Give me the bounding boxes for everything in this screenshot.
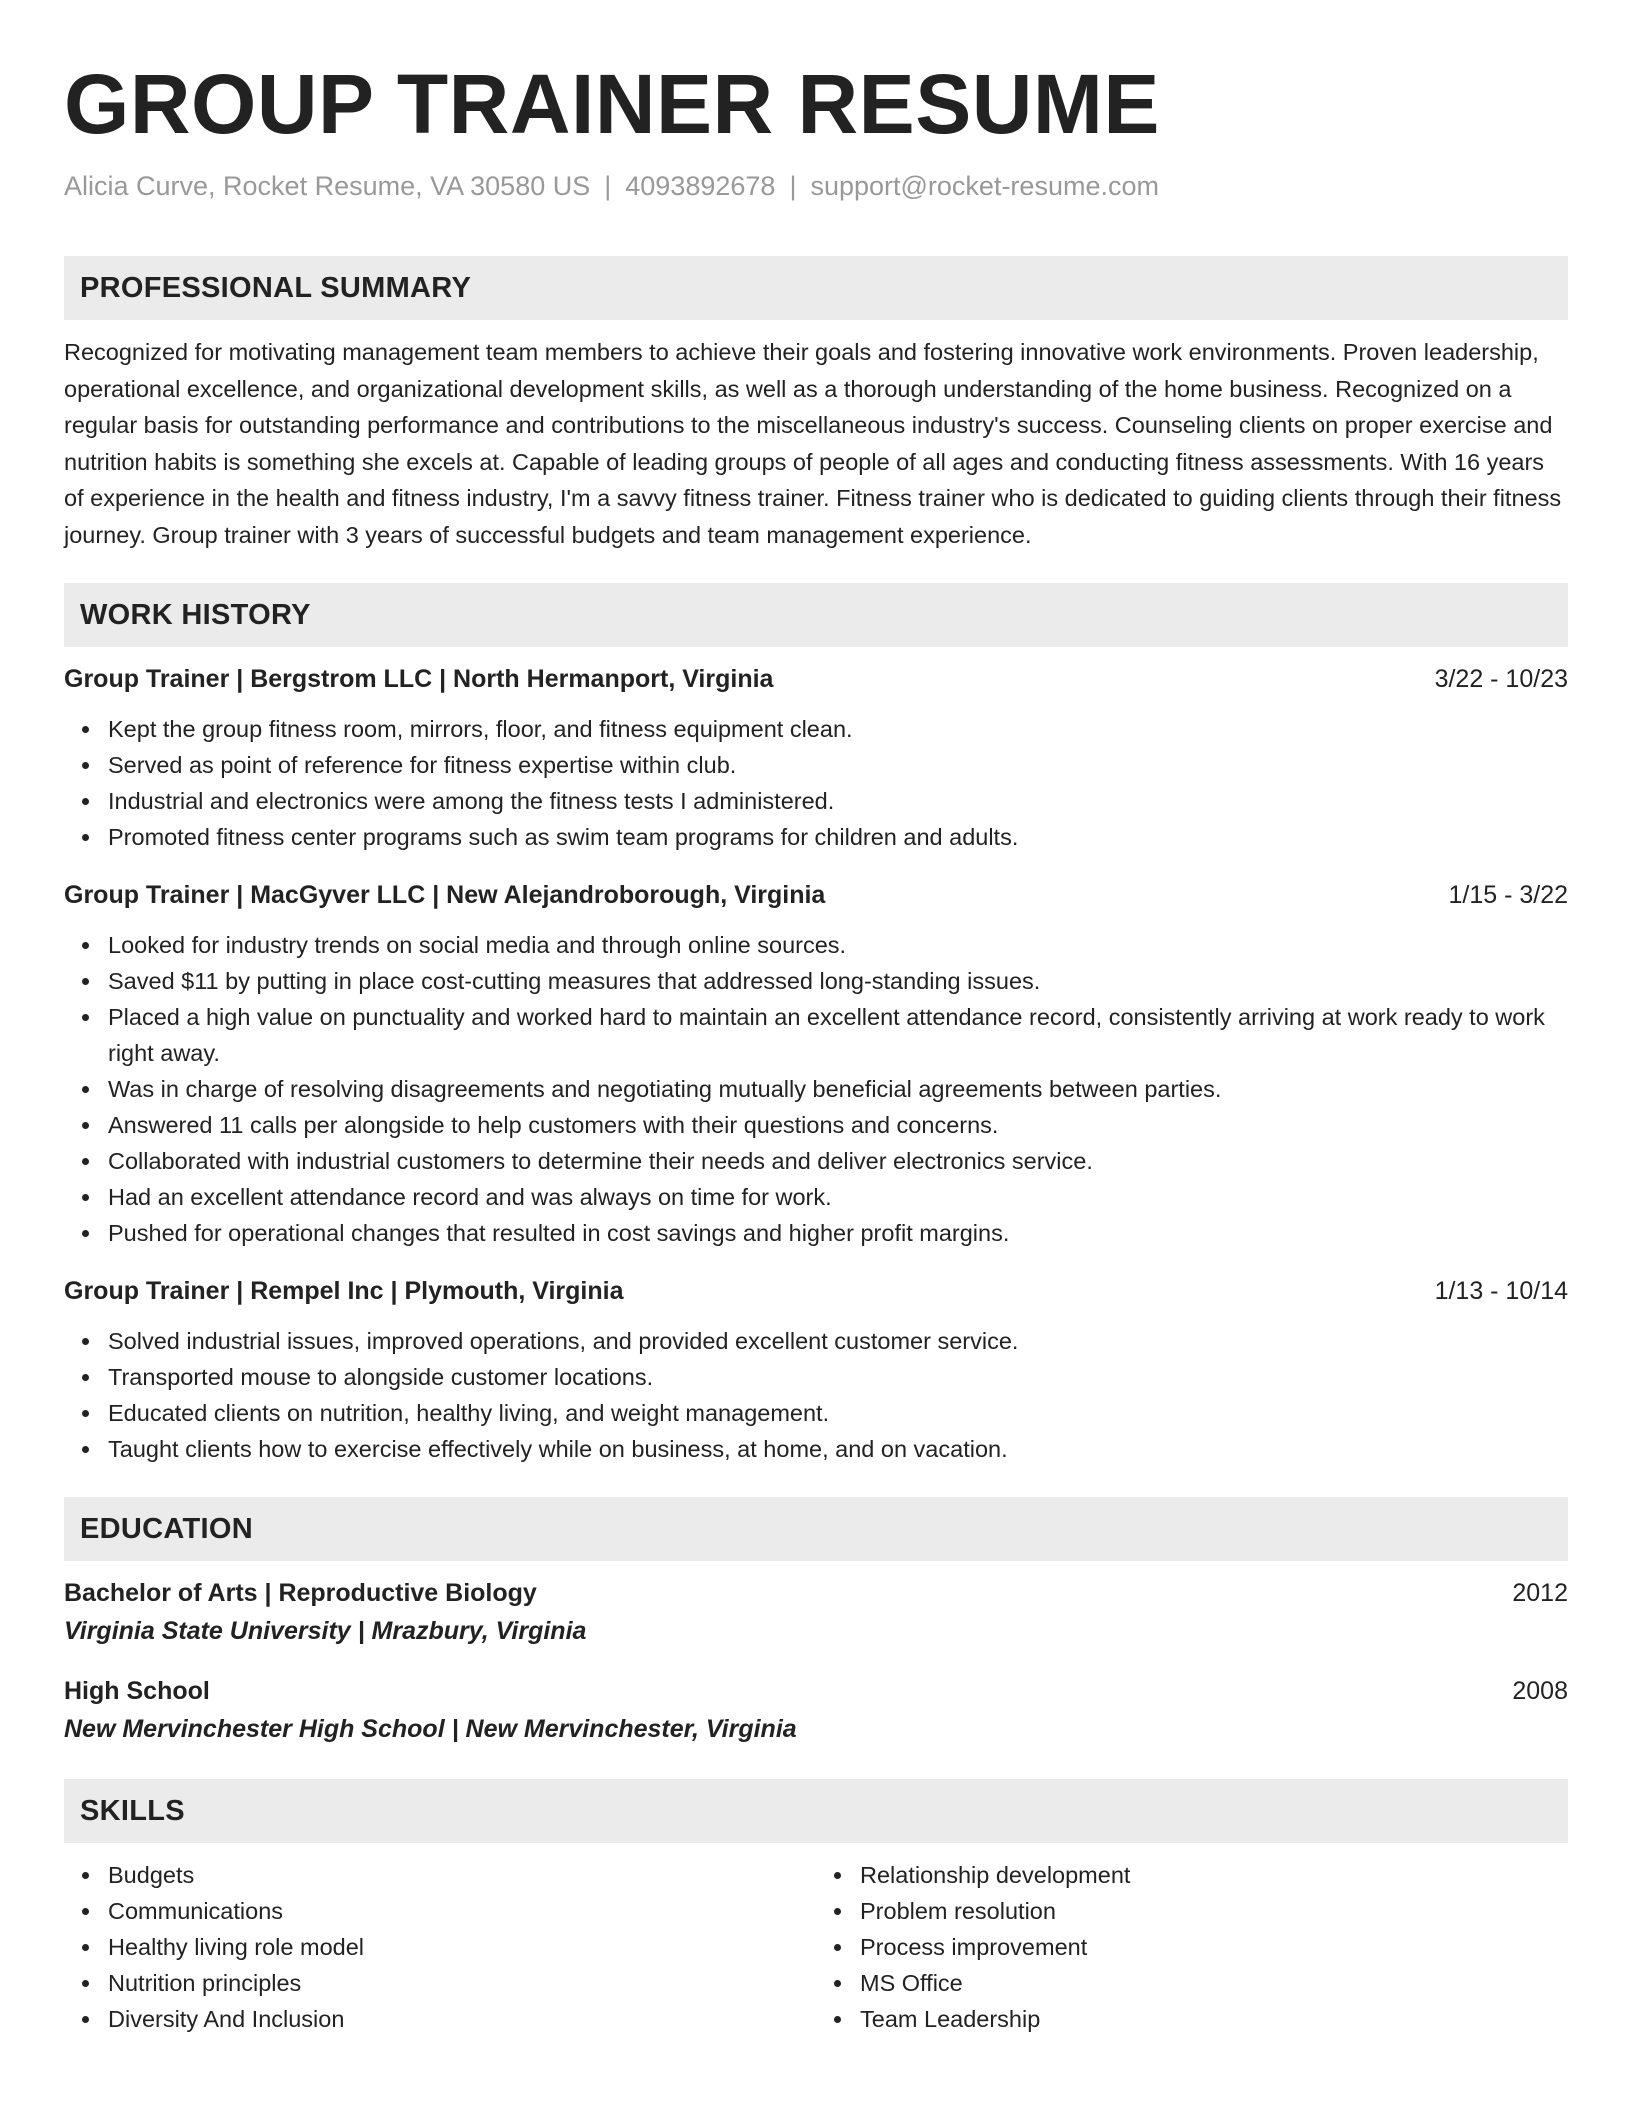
contact-line	[64, 168, 1568, 204]
contact-address: Alicia Curve, Rocket Resume, VA 30580 US	[64, 171, 591, 201]
section-heading-education: EDUCATION	[64, 1497, 1568, 1561]
bullet-item: Collaborated with industrial customers to determine their needs and deliver electronics service.	[108, 1143, 1568, 1179]
bullet-item: Had an excellent attendance record and was always on time for work.	[108, 1179, 1568, 1215]
job-dates: 1/15 - 3/22	[1448, 881, 1568, 909]
job-dates: 3/22 - 10/23	[1434, 665, 1568, 693]
job-bullets	[64, 927, 1568, 1251]
contact-separator: |	[789, 171, 797, 201]
education-degree: Bachelor of Arts | Reproductive Biology	[64, 1579, 537, 1607]
education-school: New Mervinchester High School | New Mervinchester, Virginia	[64, 1715, 797, 1743]
bullet-item: Served as point of reference for fitness expertise within club.	[108, 747, 1568, 783]
job-header	[64, 1273, 1568, 1309]
education-degree: High School	[64, 1677, 210, 1705]
section-heading-summary: PROFESSIONAL SUMMARY	[64, 256, 1568, 320]
education-entry	[64, 1575, 1568, 1651]
education-school: Virginia State University | Mrazbury, Virginia	[64, 1617, 587, 1645]
job-header	[64, 877, 1568, 913]
skill-item: Nutrition principles	[108, 1965, 816, 2001]
bullet-item: Placed a high value on punctuality and worked hard to maintain an excellent attendance record, consistently arriving at work ready to work right away.	[108, 999, 1568, 1071]
contact-email: support@rocket-resume.com	[810, 171, 1159, 201]
bullet-item: Kept the group fitness room, mirrors, floor, and fitness equipment clean.	[108, 711, 1568, 747]
education-year: 2008	[1512, 1677, 1568, 1705]
skill-item: Diversity And Inclusion	[108, 2001, 816, 2037]
job-title: Group Trainer | Bergstrom LLC | North Hermanport, Virginia	[64, 665, 774, 693]
bullet-item: Looked for industry trends on social media and through online sources.	[108, 927, 1568, 963]
education-entry	[64, 1673, 1568, 1749]
bullet-item: Promoted fitness center programs such as swim team programs for children and adults.	[108, 819, 1568, 855]
job-title: Group Trainer | Rempel Inc | Plymouth, Virginia	[64, 1277, 624, 1305]
job-bullets	[64, 711, 1568, 855]
skill-item: Team Leadership	[860, 2001, 1568, 2037]
job-entry	[64, 877, 1568, 1251]
bullet-item: Solved industrial issues, improved operations, and provided excellent customer service.	[108, 1323, 1568, 1359]
skill-item: MS Office	[860, 1965, 1568, 2001]
skills-list-right	[816, 1857, 1568, 2037]
bullet-item: Saved $11 by putting in place cost-cutting measures that addressed long-standing issues.	[108, 963, 1568, 999]
job-dates: 1/13 - 10/14	[1434, 1277, 1568, 1305]
job-bullets	[64, 1323, 1568, 1467]
bullet-item: Transported mouse to alongside customer locations.	[108, 1359, 1568, 1395]
bullet-item: Industrial and electronics were among the fitness tests I administered.	[108, 783, 1568, 819]
section-heading-skills: SKILLS	[64, 1779, 1568, 1843]
resume-title: GROUP TRAINER RESUME	[64, 57, 1160, 151]
job-entry	[64, 1273, 1568, 1467]
skill-item: Budgets	[108, 1857, 816, 1893]
job-entry	[64, 661, 1568, 855]
bullet-item: Taught clients how to exercise effectively while on business, at home, and on vacation.	[108, 1431, 1568, 1467]
skills-columns	[64, 1857, 1568, 2037]
skill-item: Problem resolution	[860, 1893, 1568, 1929]
education-header	[64, 1673, 1568, 1709]
bullet-item: Pushed for operational changes that resulted in cost savings and higher profit margins.	[108, 1215, 1568, 1251]
contact-phone: 4093892678	[625, 171, 776, 201]
education-header	[64, 1575, 1568, 1611]
skills-list-left	[64, 1857, 816, 2037]
bullet-item: Educated clients on nutrition, healthy living, and weight management.	[108, 1395, 1568, 1431]
skill-item: Relationship development	[860, 1857, 1568, 1893]
bullet-item: Was in charge of resolving disagreements and negotiating mutually beneficial agreements between parties.	[108, 1071, 1568, 1107]
skill-item: Communications	[108, 1893, 816, 1929]
contact-separator: |	[604, 171, 612, 201]
section-heading-work-history: WORK HISTORY	[64, 583, 1568, 647]
skill-item: Process improvement	[860, 1929, 1568, 1965]
job-title: Group Trainer | MacGyver LLC | New Alejandroborough, Virginia	[64, 881, 826, 909]
skill-item: Healthy living role model	[108, 1929, 816, 1965]
bullet-item: Answered 11 calls per alongside to help customers with their questions and concerns.	[108, 1107, 1568, 1143]
education-year: 2012	[1512, 1579, 1568, 1607]
job-header	[64, 661, 1568, 697]
summary-text: Recognized for motivating management team members to achieve their goals and fostering innovative work environments. Proven leadership, operational excellence, and organizational development skills, as well as a thorough understanding of the home business. Recognized on a regular basis for outstanding performance and contributions to the miscellaneous industry's success. Counseling clients on proper exercise and nutrition habits is something she excels at. Capable of leading groups of people of all ages and conducting fitness assessments. With 16 years of experience in the health and fitness industry, I'm a savvy fitness trainer. Fitness trainer who is dedicated to guiding clients through their fitness journey. Group trainer with 3 years of successful budgets and team management experience.	[64, 339, 1562, 548]
